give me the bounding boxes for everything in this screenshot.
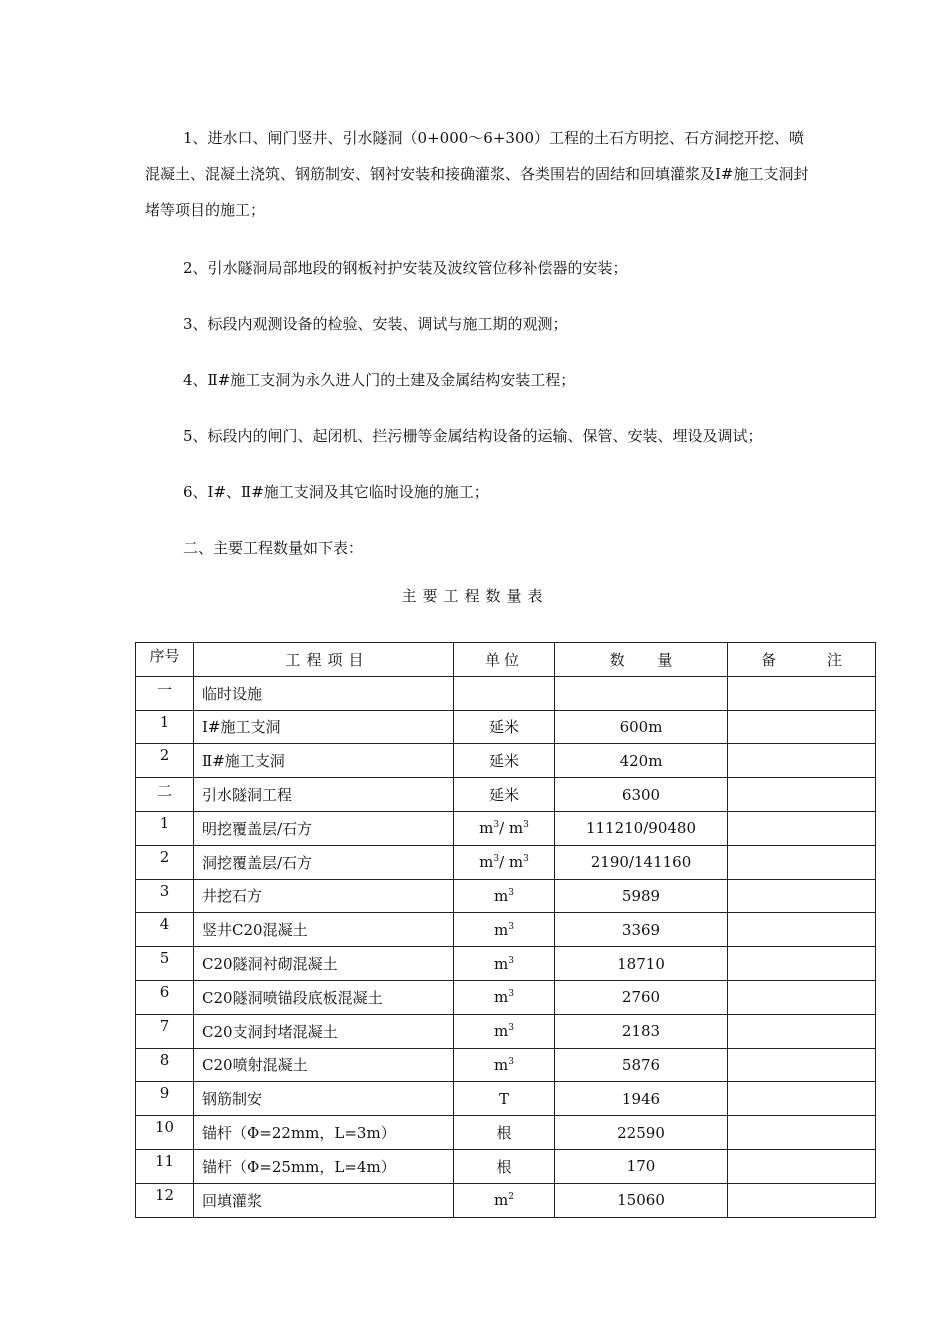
cell-unit [454, 913, 555, 947]
header-unit: 单位 [454, 643, 555, 677]
unit-exponent: 3 [508, 1023, 514, 1034]
table-row [136, 811, 876, 845]
cell-item: 引水隧洞工程 [194, 778, 454, 812]
cell-no: 2 [136, 744, 194, 778]
cell-note [728, 811, 876, 845]
table-row [136, 676, 876, 710]
unit-text: m [494, 920, 509, 939]
cell-note [728, 1149, 876, 1183]
cell-item: C20喷射混凝土 [194, 1048, 454, 1082]
cell-qty: 170 [555, 1149, 728, 1183]
cell-no: 2 [136, 845, 194, 879]
cell-unit [454, 744, 555, 778]
unit-text: 延米 [488, 718, 519, 737]
cell-no: 7 [136, 1014, 194, 1048]
cell-note [728, 710, 876, 744]
cell-qty: 6300 [555, 778, 728, 812]
cell-unit [454, 1082, 555, 1116]
table-title: 主要工程数量表 [401, 587, 549, 605]
table-row [136, 1149, 876, 1183]
unit-exponent: 3 [508, 955, 514, 966]
header-item: 工程项目 [194, 643, 454, 677]
cell-item: Ⅱ#施工支洞 [194, 744, 454, 778]
cell-qty: 2183 [555, 1014, 728, 1048]
unit-exponent-2: 3 [523, 854, 529, 865]
cell-item: 回填灌浆 [194, 1183, 454, 1217]
cell-unit [454, 1048, 555, 1082]
unit-exponent: 2 [508, 1192, 514, 1203]
table-row [136, 1048, 876, 1082]
cell-no: 11 [136, 1149, 194, 1183]
header-note: 备 注 [728, 643, 876, 677]
table-row [136, 744, 876, 778]
cell-no: 12 [136, 1183, 194, 1217]
paragraph-scope-6: 6、Ⅰ#、Ⅱ#施工支洞及其它临时设施的施工； [183, 483, 489, 501]
cell-note [728, 845, 876, 879]
cell-qty: 2190/141160 [555, 845, 728, 879]
unit-text: 根 [496, 1124, 512, 1143]
table-row [136, 980, 876, 1014]
unit-text: m [479, 853, 494, 872]
cell-item: 洞挖覆盖层/石方 [194, 845, 454, 879]
cell-unit [454, 1183, 555, 1217]
cell-item: 竖井C20混凝土 [194, 913, 454, 947]
unit-text: m [494, 954, 509, 973]
cell-note [728, 1183, 876, 1217]
cell-qty: 2760 [555, 980, 728, 1014]
unit-text: 根 [496, 1157, 512, 1176]
unit-exponent: 3 [508, 887, 514, 898]
table-row [136, 845, 876, 879]
cell-note [728, 879, 876, 913]
cell-no: 1 [136, 811, 194, 845]
cell-item: 临时设施 [194, 676, 454, 710]
cell-note [728, 913, 876, 947]
cell-unit [454, 879, 555, 913]
cell-item: C20隧洞衬砌混凝土 [194, 947, 454, 981]
cell-note [728, 980, 876, 1014]
unit-text-2: / m [499, 853, 524, 872]
cell-note [728, 744, 876, 778]
table-row [136, 913, 876, 947]
unit-text: m [494, 886, 509, 905]
cell-qty: 18710 [555, 947, 728, 981]
cell-no: 二 [136, 778, 194, 812]
table-header-row [136, 643, 876, 677]
table-row [136, 1082, 876, 1116]
paragraph-scope-3: 3、标段内观测设备的检验、安装、调试与施工期的观测； [183, 315, 568, 333]
unit-text: m [494, 1055, 509, 1074]
paragraph-scope-5: 5、标段内的闸门、起闭机、拦污栅等金属结构设备的运输、保管、安装、埋设及调试； [183, 427, 763, 445]
header-no: 序号 [136, 643, 194, 677]
cell-no: 1 [136, 710, 194, 744]
unit-exponent-2: 3 [523, 820, 529, 831]
cell-no: 9 [136, 1082, 194, 1116]
table-row [136, 778, 876, 812]
cell-no: 一 [136, 676, 194, 710]
cell-unit [454, 676, 555, 710]
unit-exponent: 3 [493, 854, 500, 865]
cell-qty: 1946 [555, 1082, 728, 1116]
cell-unit [454, 1116, 555, 1150]
unit-text: 延米 [488, 786, 519, 805]
cell-no: 3 [136, 879, 194, 913]
cell-note [728, 1116, 876, 1150]
cell-qty: 420m [555, 744, 728, 778]
cell-unit [454, 845, 555, 879]
cell-item: Ⅰ#施工支洞 [194, 710, 454, 744]
cell-qty: 3369 [555, 913, 728, 947]
unit-text: T [498, 1089, 509, 1108]
cell-qty: 600m [555, 710, 728, 744]
cell-unit [454, 811, 555, 845]
unit-text: 延米 [488, 752, 519, 771]
cell-note [728, 1082, 876, 1116]
unit-text: m [494, 1022, 509, 1041]
cell-item: C20支洞封堵混凝土 [194, 1014, 454, 1048]
table-row [136, 1183, 876, 1217]
cell-no: 5 [136, 947, 194, 981]
cell-qty: 5876 [555, 1048, 728, 1082]
cell-qty: 22590 [555, 1116, 728, 1150]
cell-no: 10 [136, 1116, 194, 1150]
table-row [136, 710, 876, 744]
cell-qty: 15060 [555, 1183, 728, 1217]
unit-text-2: / m [499, 819, 524, 838]
cell-item: 钢筋制安 [194, 1082, 454, 1116]
cell-unit [454, 710, 555, 744]
paragraph-scope-4: 4、Ⅱ#施工支洞为永久进人门的土建及金属结构安装工程； [183, 371, 576, 389]
cell-unit [454, 980, 555, 1014]
cell-note [728, 676, 876, 710]
section-heading: 二、主要工程数量如下表： [183, 539, 364, 557]
cell-item: 明挖覆盖层/石方 [194, 811, 454, 845]
cell-item: 井挖石方 [194, 879, 454, 913]
cell-note [728, 947, 876, 981]
cell-unit [454, 778, 555, 812]
unit-text: m [494, 1191, 509, 1210]
cell-item: 锚杆（Φ=22mm，L=3m） [194, 1116, 454, 1150]
cell-item: C20隧洞喷锚段底板混凝土 [194, 980, 454, 1014]
paragraph-scope-2: 2、引水隧洞局部地段的钢板衬护安装及波纹管位移补偿器的安装； [183, 259, 628, 277]
cell-item: 锚杆（Φ=25mm，L=4m） [194, 1149, 454, 1183]
quantities-table [135, 642, 876, 1218]
cell-no: 8 [136, 1048, 194, 1082]
unit-exponent: 3 [508, 1056, 514, 1067]
unit-exponent: 3 [508, 921, 514, 932]
cell-unit [454, 947, 555, 981]
cell-note [728, 1014, 876, 1048]
cell-no: 4 [136, 913, 194, 947]
unit-text: m [494, 988, 509, 1007]
unit-exponent: 3 [508, 989, 514, 1000]
table-row [136, 879, 876, 913]
unit-text: m [479, 819, 494, 838]
cell-no: 6 [136, 980, 194, 1014]
cell-qty: 111210/90480 [555, 811, 728, 845]
cell-qty [555, 676, 728, 710]
cell-unit [454, 1149, 555, 1183]
cell-note [728, 1048, 876, 1082]
cell-qty: 5989 [555, 879, 728, 913]
unit-exponent: 3 [493, 820, 500, 831]
cell-note [728, 778, 876, 812]
table-row [136, 1116, 876, 1150]
paragraph-scope-1: 1、进水口、闸门竖井、引水隧洞（0+000～6+300）工程的土石方明挖、石方洞挖开挖、喷混凝土、混凝土浇筑、钢筋制安、钢衬安装和接确灌浆、各类围岩的固结和回填灌浆及Ⅰ#施工支洞封堵等项目的施工； [145, 129, 809, 219]
table-row [136, 1014, 876, 1048]
table-row [136, 947, 876, 981]
cell-unit [454, 1014, 555, 1048]
header-qty: 数 量 [555, 643, 728, 677]
